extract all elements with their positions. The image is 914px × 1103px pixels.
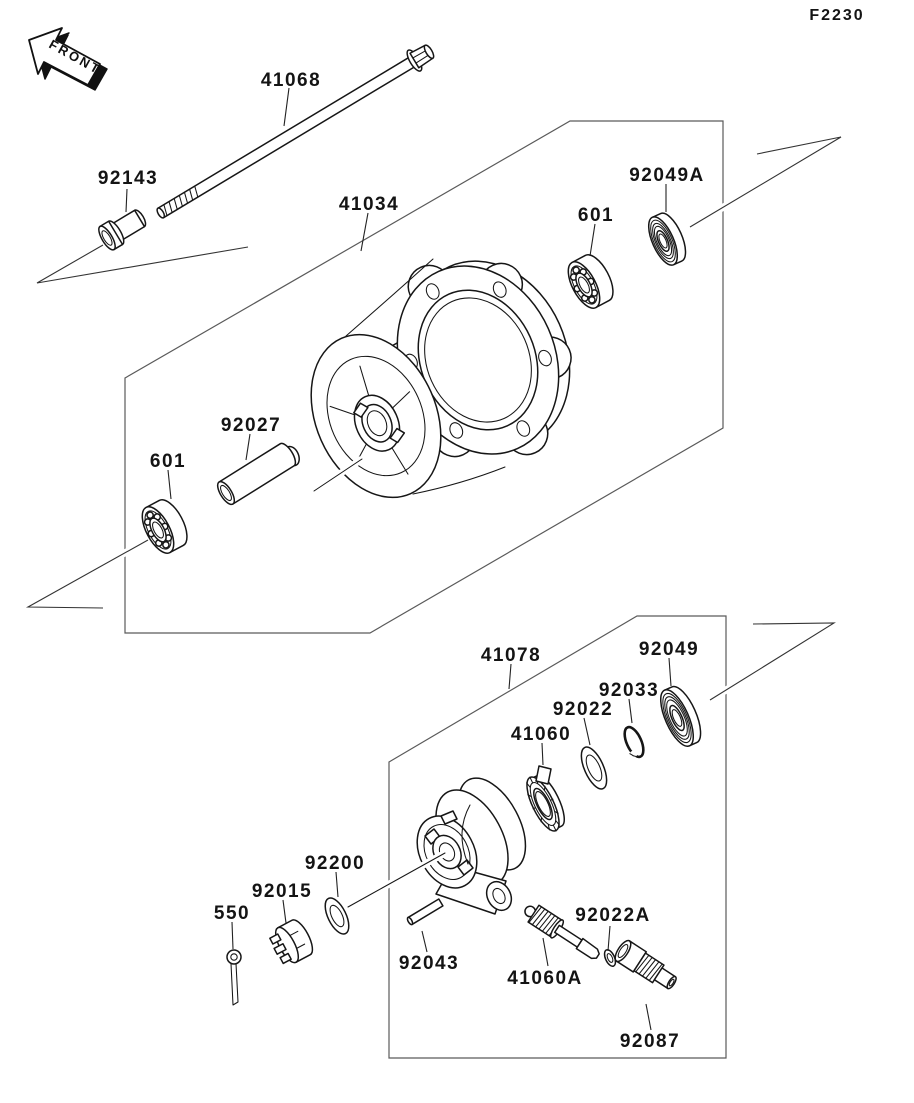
part-bearing-601-left <box>136 495 193 558</box>
leader-lines <box>126 88 671 1030</box>
figure-ref-code: F2230 <box>809 7 865 24</box>
part-seal-92049a <box>643 209 692 269</box>
part-collar-92027 <box>214 441 298 507</box>
part-label-92027: 92027 <box>220 415 282 436</box>
part-label-92143: 92143 <box>97 168 159 189</box>
axis-arrow-upper-right <box>690 137 841 227</box>
part-pin-92043 <box>406 899 443 925</box>
part-label-92049: 92049 <box>638 639 700 660</box>
part-housing-41078 <box>405 767 539 914</box>
axis-arrow-lower-right <box>710 623 834 700</box>
part-label-41034: 41034 <box>338 194 400 215</box>
front-direction-arrow <box>29 28 107 90</box>
axis-arrow-upper-left <box>37 245 248 283</box>
part-label-601-left: 601 <box>149 451 187 472</box>
part-hub-41034 <box>282 225 603 518</box>
part-label-92022: 92022 <box>552 699 614 720</box>
part-label-92049a: 92049A <box>629 165 705 186</box>
part-label-92022a: 92022A <box>575 905 651 926</box>
part-seal-92049 <box>654 682 707 750</box>
part-bushing-92087 <box>612 938 680 994</box>
part-washer-92200 <box>320 895 353 938</box>
part-label-601-top: 601 <box>577 205 615 226</box>
part-label-41078: 41078 <box>480 645 542 666</box>
part-cotter-pin-550 <box>227 950 241 1005</box>
part-label-550: 550 <box>213 903 251 924</box>
part-label-92200: 92200 <box>304 853 366 874</box>
part-label-92087: 92087 <box>619 1031 681 1052</box>
part-washer-92022 <box>576 744 612 793</box>
part-label-92033: 92033 <box>598 680 660 701</box>
part-circlip-92033 <box>619 724 647 760</box>
part-bearing-601-top <box>562 250 619 313</box>
part-castle-nut-92015 <box>266 917 317 969</box>
part-label-92043: 92043 <box>398 953 460 974</box>
part-label-41060a: 41060A <box>507 968 583 989</box>
part-label-41068: 41068 <box>260 70 322 91</box>
part-gear-41060 <box>520 766 571 836</box>
part-collar-92143 <box>96 205 150 252</box>
part-label-41060: 41060 <box>510 724 572 745</box>
part-label-92015: 92015 <box>251 881 313 902</box>
gear-key-tab <box>536 766 551 784</box>
axis-arrow-lower-left <box>28 540 148 608</box>
front-badge-label: FRONT <box>46 36 104 78</box>
